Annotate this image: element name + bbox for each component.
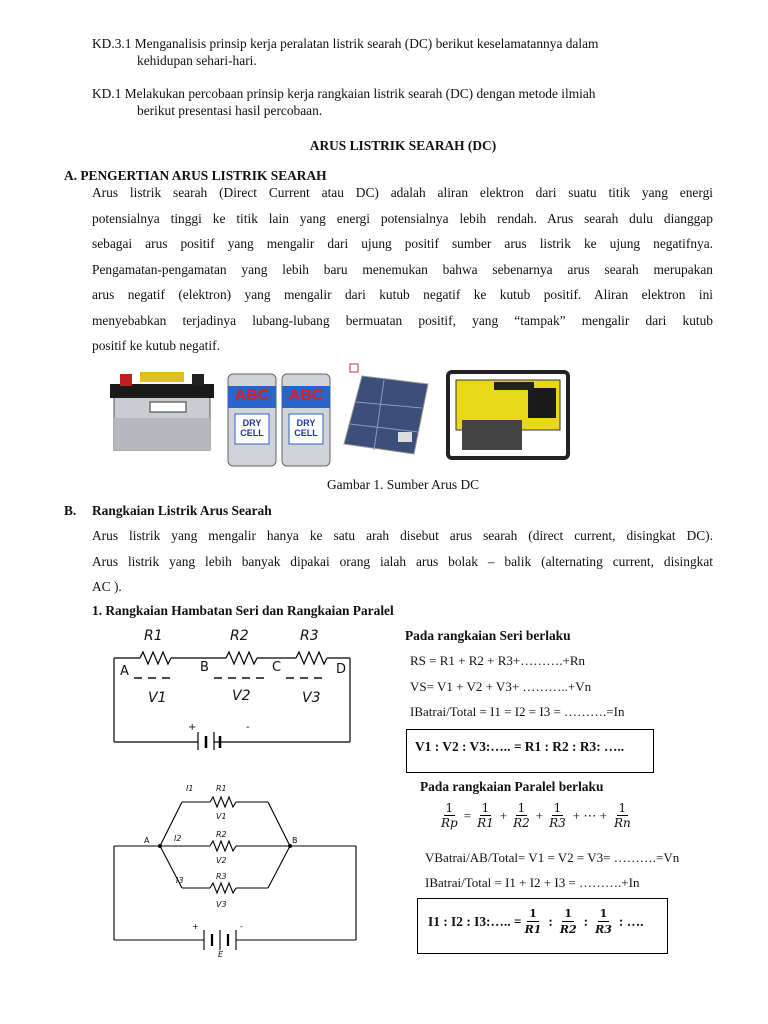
label-r2: R2	[230, 628, 249, 644]
frac-rp: $\frac{1}{Rp}$	[441, 801, 458, 830]
section-b-paragraph: Arus listrik yang mengalir hanya ke satu arah disebut arus searah (direct current, disingkat DC). Arus listrik yang lebih banyak dipakai orang ialah arus bolak – balik (alternating current, disingkat AC ).	[92, 528, 713, 594]
series-circuit-diagram	[110, 626, 360, 750]
label-minus: -	[246, 722, 250, 733]
label-c: C	[272, 660, 282, 675]
label-a: A	[120, 664, 129, 679]
solar-panel-image	[340, 362, 430, 458]
battery-accu-image	[110, 368, 214, 453]
paralel-formula-i: IBatrai/Total = I1 + I2 + I3 = ……….+In	[425, 875, 640, 890]
seri-formula-i: IBatrai/Total = I1 = I2 = I3 = ……….=In	[410, 704, 625, 719]
paralel-formula-rp: $\frac{1}{Rp}$ = $\frac{1}{R1}$ + $\frac{1}{R2}$ + $\frac{1}{R3}$ + ⋯ + $\frac{1}{Rn}$	[441, 801, 631, 830]
battery-brand-2: ABC	[288, 387, 324, 404]
section-b-heading: Rangkaian Listrik Arus Searah	[92, 503, 272, 518]
frac-rn: $\frac{1}{Rn}$	[613, 801, 631, 830]
label-v2: V2	[232, 688, 251, 704]
label-pminus: -	[240, 922, 243, 931]
label-v3: V3	[302, 690, 321, 706]
section-a-heading: A. PENGERTIAN ARUS LISTRIK SEARAH	[64, 168, 327, 183]
seri-formula-r: RS = R1 + R2 + R3+……….+Rn	[410, 653, 585, 668]
figure-caption: Gambar 1. Sumber Arus DC	[326, 477, 480, 492]
section-b-letter: B.	[64, 503, 77, 518]
label-v1: V1	[148, 690, 167, 706]
label-pr1: R1	[216, 784, 227, 793]
paralel-ratio-text: I1 : I2 : I3:….. = $\frac{1}{R1}$ : $\frac{1}{R2}$ : $\frac{1}{R3}$ : ….	[428, 907, 644, 936]
kd-line-2b: berikut presentasi hasil percobaan.	[137, 103, 323, 118]
label-pa: A	[144, 836, 150, 845]
dry-cell-batteries-image	[226, 368, 332, 468]
label-pb: B	[292, 836, 298, 845]
kd-line-1b: kehidupan sehari-hari.	[137, 53, 257, 68]
battery-label-2: DRY CELL	[294, 418, 318, 438]
label-pplus: +	[192, 922, 199, 931]
subsection-1-heading: 1. Rangkaian Hambatan Seri dan Rangkaian Paralel	[92, 603, 394, 618]
paralel-formula-v: VBatrai/AB/Total= V1 = V2 = V3= ……….=Vn	[425, 850, 680, 865]
label-i3: I3	[176, 876, 184, 885]
label-pr2: R2	[216, 830, 227, 839]
label-pv2: V2	[216, 856, 227, 865]
label-pr3: R3	[216, 872, 227, 881]
label-pv3: V3	[216, 900, 227, 909]
seri-ratio-box	[406, 729, 654, 773]
label-r3: R3	[300, 628, 319, 644]
seri-heading: Pada rangkaian Seri berlaku	[405, 628, 571, 643]
generator-image	[444, 366, 572, 462]
seri-ratio-text: V1 : V2 : V3:….. = R1 : R2 : R3: …..	[415, 739, 625, 754]
battery-label-1: DRY CELL	[240, 418, 264, 438]
seri-formula-v: VS= V1 + V2 + V3+ ………..+Vn	[410, 679, 592, 694]
page-title: ARUS LISTRIK SEARAH (DC)	[309, 138, 497, 153]
label-e: E	[218, 950, 224, 959]
paralel-heading: Pada rangkaian Paralel berlaku	[420, 779, 604, 794]
frac-r2: $\frac{1}{R2}$	[513, 801, 530, 830]
label-d: D	[336, 662, 347, 677]
paralel-ratio-box	[417, 898, 668, 954]
label-pv1: V1	[216, 812, 227, 821]
parallel-circuit-diagram	[112, 780, 358, 964]
label-r1: R1	[144, 628, 163, 644]
frac-r1: $\frac{1}{R1}$	[477, 801, 494, 830]
label-plus: +	[188, 722, 197, 733]
label-i2: I2	[174, 834, 182, 843]
section-a-paragraph: Arus listrik searah (Direct Current atau DC) adalah aliran elektron dari suatu titik yang energi potensialnya tinggi ke titik lain yang energi potensialnya lebih rendah. Arus searah dulu dianggap sebagai arus positif yang mengalir dari ujung positif sumber arus listrik ke ujung negatifnya. Pengamatan-pengamatan yang lebih baru menemukan bahwa sebenarnya arus searah merupakan arus negatif (elektron) yang mengalir dari kutub negatif ke kutub positif. Aliran elektron ini menyebabkan terjadinya lubang-lubang bermuatan positif, yang “tampak” mengalir dari kutub positif ke kutub negatif.	[92, 185, 713, 353]
kd-line-1: KD.3.1 Menganalisis prinsip kerja peralatan listrik searah (DC) berikut keselamatannya dalam	[92, 36, 599, 51]
label-i1: I1	[186, 784, 194, 793]
frac-r3: $\frac{1}{R3}$	[549, 801, 566, 830]
battery-brand-1: ABC	[234, 387, 270, 404]
kd-line-2: KD.1 Melakukan percobaan prinsip kerja rangkaian listrik searah (DC) dengan metode ilmiah	[92, 86, 596, 101]
label-b: B	[200, 660, 209, 675]
